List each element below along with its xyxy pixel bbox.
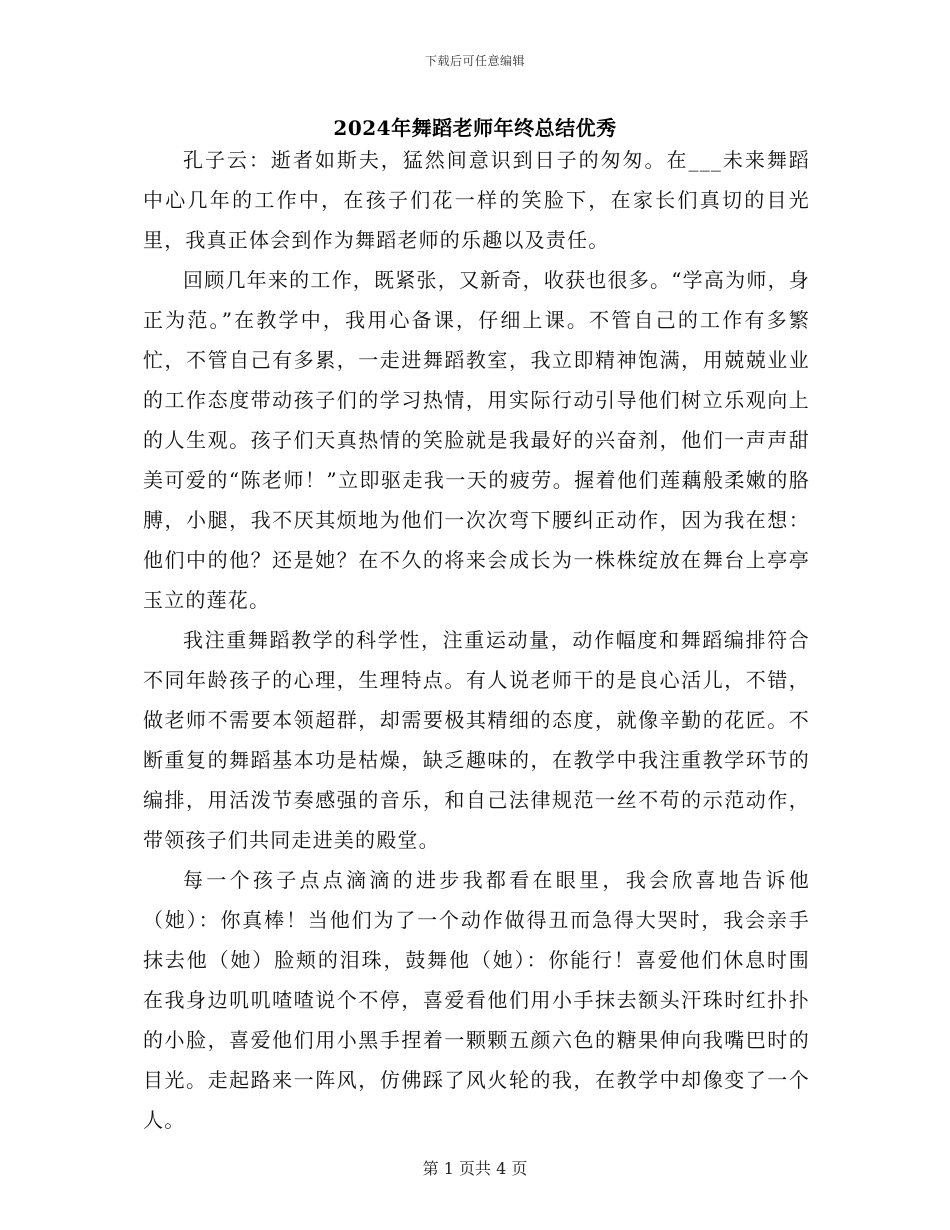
- page-number: 第 1 页共 4 页: [422, 1159, 528, 1178]
- paragraph-3: 我注重舞蹈教学的科学性，注重运动量，动作幅度和舞蹈编排符合不同年龄孩子的心理，生理特点。有人说老师干的是良心活儿，不错，做老师不需要本领超群，却需要极其精细的态度，就像辛勤的花匠。不断重复的舞蹈基本功是枯燥，缺乏趣味的，在教学中我注重教学环节的编排，用活泼节奏感强的音乐，和自己法律规范一丝不苟的示范动作，带领孩子们共同走进美的殿堂。: [143, 628, 810, 852]
- page-header: 下载后可任意编辑: [424, 54, 525, 68]
- paragraph-2: 回顾几年来的工作，既紧张，又新奇，收获也很多。“学高为师，身正为范。”在教学中，我用心备课，仔细上课。不管自己的工作有多繁忙，不管自己有多累，一走进舞蹈教室，我立即精神饱满，用兢兢业业的工作态度带动孩子们的学习热情，用实际行动引导他们树立乐观向上的人生观。孩子们天真热情的笑脸就是我最好的兴奋剂，他们一声声甜美可爱的“陈老师！”立即驱走我一天的疲劳。握着他们莲藕般柔嫩的胳膊，小腿，我不厌其烦地为他们一次次弯下腰纠正动作，因为我在想：他们中的他？还是她？在不久的将来会成长为一株株绽放在舞台上亭亭玉立的莲花。: [143, 268, 810, 612]
- document-body: [143, 140, 810, 1140]
- document-title: 2024年舞蹈老师年终总结优秀: [333, 116, 617, 140]
- paragraph-1: 孔子云：逝者如斯夫，猛然间意识到日子的匆匆。在___未来舞蹈中心几年的工作中，在孩子们花一样的笑脸下，在家长们真切的目光里，我真正体会到作为舞蹈老师的乐趣以及责任。: [143, 148, 810, 252]
- paragraph-4: 每一个孩子点点滴滴的进步我都看在眼里，我会欣喜地告诉他（她）：你真棒！当他们为了一个动作做得丑而急得大哭时，我会亲手抹去他（她）脸颊的泪珠，鼓舞他（她）：你能行！喜爱他们休息时围在我身边叽叽喳喳说个不停，喜爱看他们用小手抹去额头汗珠时红扑扑的小脸，喜爱他们用小黑手捏着一颗颗五颜六色的糖果伸向我嘴巴时的目光。走起路来一阵风，仿佛踩了风火轮的我，在教学中却像变了一个人。: [143, 868, 810, 1132]
